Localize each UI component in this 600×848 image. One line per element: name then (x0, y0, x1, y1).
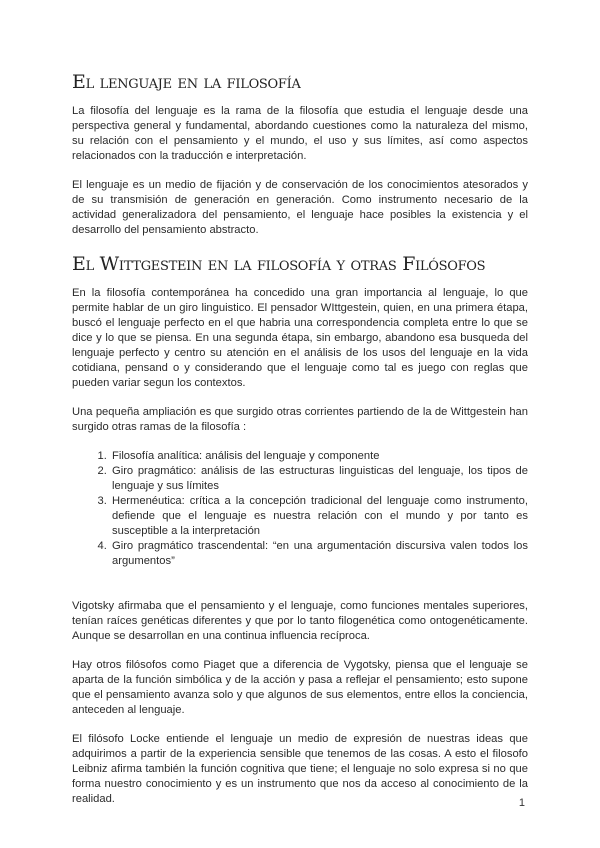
paragraph: El filósofo Locke entiende el lenguaje un medio de expresión de nuestras ideas que adquirimos a partir de la experiencia sensible que tenemos de las cosas. A esto el filosofo Leibniz afirma también la función cognitiva que tiene; el lenguaje no solo expresa si no que forma nuestro conocimiento y es un instrumento que nos da acceso al conocimiento de la realidad. (72, 733, 528, 805)
paragraph: En la filosofía contemporánea ha concedido una gran importancia al lenguaje, lo que permite hablar de un giro linguistico. El pensador WIttgestein, quien, en una primera étapa, buscó el lenguaje perfecto en el que habria una correspondencia completa entre lo que se dice y lo que se piensa. En una segunda étapa, sin embargo, abandono esa busqueda del lenguaje perfecto y centro su atención en el análisis de los usos del lenguaje en la vida cotidiana, pensand o y considerando que el lenguaje como tal es juego con reglas que pueden variar segun los contextos. (72, 287, 528, 389)
list-item: 2. Giro pragmático: análisis de las estructuras linguisticas del lenguaje, los tipos de lenguaje y sus límites (110, 464, 528, 494)
page-number: 1 (518, 797, 525, 809)
paragraph: La filosofía del lenguaje es la rama de la filosofía que estudia el lenguaje desde una perspectiva general y fundamental, abordando cuestiones como la naturaleza del mismo, su relación con el pensamiento y el mundo, el uso y sus límites, así como aspectos relacionados con la traducción e interpretación. (72, 105, 528, 162)
paragraph: Hay otros filósofos como Piaget que a diferencia de Vygotsky, piensa que el lenguaje se aparta de la función simbólica y de la acción y pasa a reflejar el pensamiento; esto supone que el pensamiento avanza solo y que algunos de sus elementos, entre ellos la conciencia, anteceden al lenguaje. (72, 659, 528, 716)
page-content (72, 70, 528, 821)
list-item: 3. Hermenéutica: crítica a la concepción tradicional del lenguaje como instrumento, defiende que el lenguaje es nuestra relación con el mundo y por tanto es susceptible a la interpretación (110, 494, 528, 539)
list-item: 4. Giro pragmático trascendental: “en una argumentación discursiva valen todos los argumentos” (110, 539, 528, 569)
philosophy-branches-list (72, 449, 528, 569)
paragraph: Vigotsky afirmaba que el pensamiento y el lenguaje, como funciones mentales superiores, tenían raíces genéticas diferentes y que por lo tanto filogenética como ontogenéticamente. Aunque se desarrollan en una continua influencia recíproca. (72, 600, 528, 642)
list-item: 1. Filosofía analítica: análisis del lenguaje y componente (110, 449, 528, 464)
spacer (72, 581, 528, 599)
section-heading-wittgestein: El Wittgestein en la filosofía y otras Filósofos (72, 253, 486, 275)
paragraph: Una pequeña ampliación es que surgido otras corrientes partiendo de la de Wittgestein han surgido otras ramas de la filosofía : (72, 406, 528, 433)
section-heading-lenguaje: El lenguaje en la filosofía (72, 71, 301, 93)
paragraph: El lenguaje es un medio de fijación y de conservación de los conocimientos atesorados y de su transmisión de generación en generación. Como instrumento necesario de la actividad generalizadora del pensamiento, el lenguaje hace posibles la existencia y el desarrollo del pensamiento abstracto. (72, 179, 528, 236)
